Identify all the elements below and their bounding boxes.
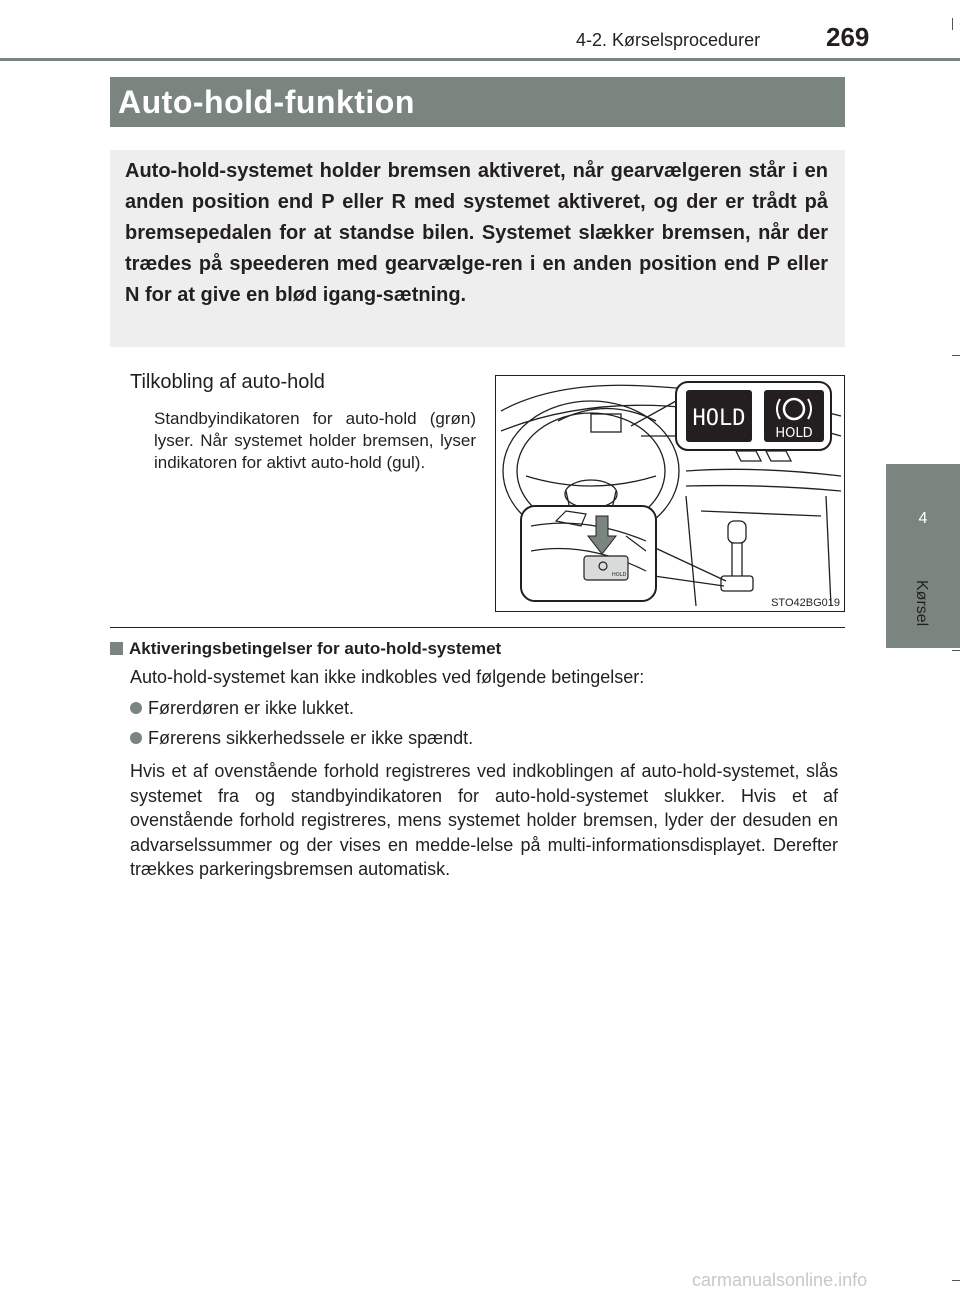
intro-box [110, 150, 845, 347]
chapter-label: Kørsel [913, 580, 930, 627]
crop-mark [952, 18, 953, 30]
watermark: carmanualsonline.info [692, 1270, 868, 1290]
intro-text: Auto-hold-systemet holder bremsen aktiveret, når gearvælgeren står i en anden position end P eller R med systemet aktiveret, og der er trådt på bremsepedalen for at standse bilen. Systemet slækker bremsen, når der trædes på speederen med gearvælge-ren i en anden position end P eller N for at give en blød igang-sætning. [125, 160, 828, 306]
chapter-number: 4 [918, 510, 928, 527]
list-item [130, 728, 473, 749]
hold-indicator-text: HOLD [692, 406, 746, 431]
title-bar [110, 77, 845, 127]
conditions-body: Hvis et af ovenstående forhold registreres ved indkoblingen af auto-hold-systemet, slås systemet fra og standbyindikatoren for auto-hold-systemet slukker. Hvis et af ovenstående forhold registreres, mens systemet holder bremsen, lyder der desuden en advarselssummer og der vises en medde-lelse på multi-informationsdisplayet. Derefter trækkes parkeringsbremsen automatisk. [130, 761, 838, 879]
dashboard-illustration [495, 375, 845, 612]
figure-code: STO42BG019 [771, 597, 840, 609]
page-number: 269 [826, 22, 870, 52]
crop-mark [952, 355, 960, 356]
circle-bullet-icon [130, 702, 142, 714]
conditions-heading [110, 639, 501, 659]
section-title: 4-2. Kørselsprocedurer [576, 30, 761, 50]
section-divider [110, 627, 845, 628]
circle-bullet-icon [130, 732, 142, 744]
square-bullet-icon [110, 642, 123, 655]
page-title: Auto-hold-funktion [118, 84, 415, 120]
header-rule [0, 58, 960, 61]
conditions-heading-text: Aktiveringsbetingelser for auto-hold-systemet [129, 639, 502, 658]
crop-mark [952, 650, 960, 651]
hold-switch-label: HOLD [612, 572, 627, 578]
activation-heading: Tilkobling af auto-hold [130, 371, 325, 393]
dashboard-drawing [496, 376, 844, 611]
crop-mark [952, 1280, 960, 1281]
chapter-label-wrap [887, 580, 960, 650]
bullet-text: Førerens sikkerhedssele er ikke spændt. [148, 728, 474, 748]
activation-description: Standbyindikatoren for auto-hold (grøn) lyser. Når systemet holder bremsen, lyser indikatoren for aktivt auto-hold (gul). [154, 409, 476, 472]
list-item [130, 698, 354, 719]
bullet-text: Førerdøren er ikke lukket. [148, 698, 355, 718]
hold-symbol-text: HOLD [775, 426, 813, 441]
conditions-intro: Auto-hold-systemet kan ikke indkobles ved følgende betingelser: [130, 667, 645, 687]
